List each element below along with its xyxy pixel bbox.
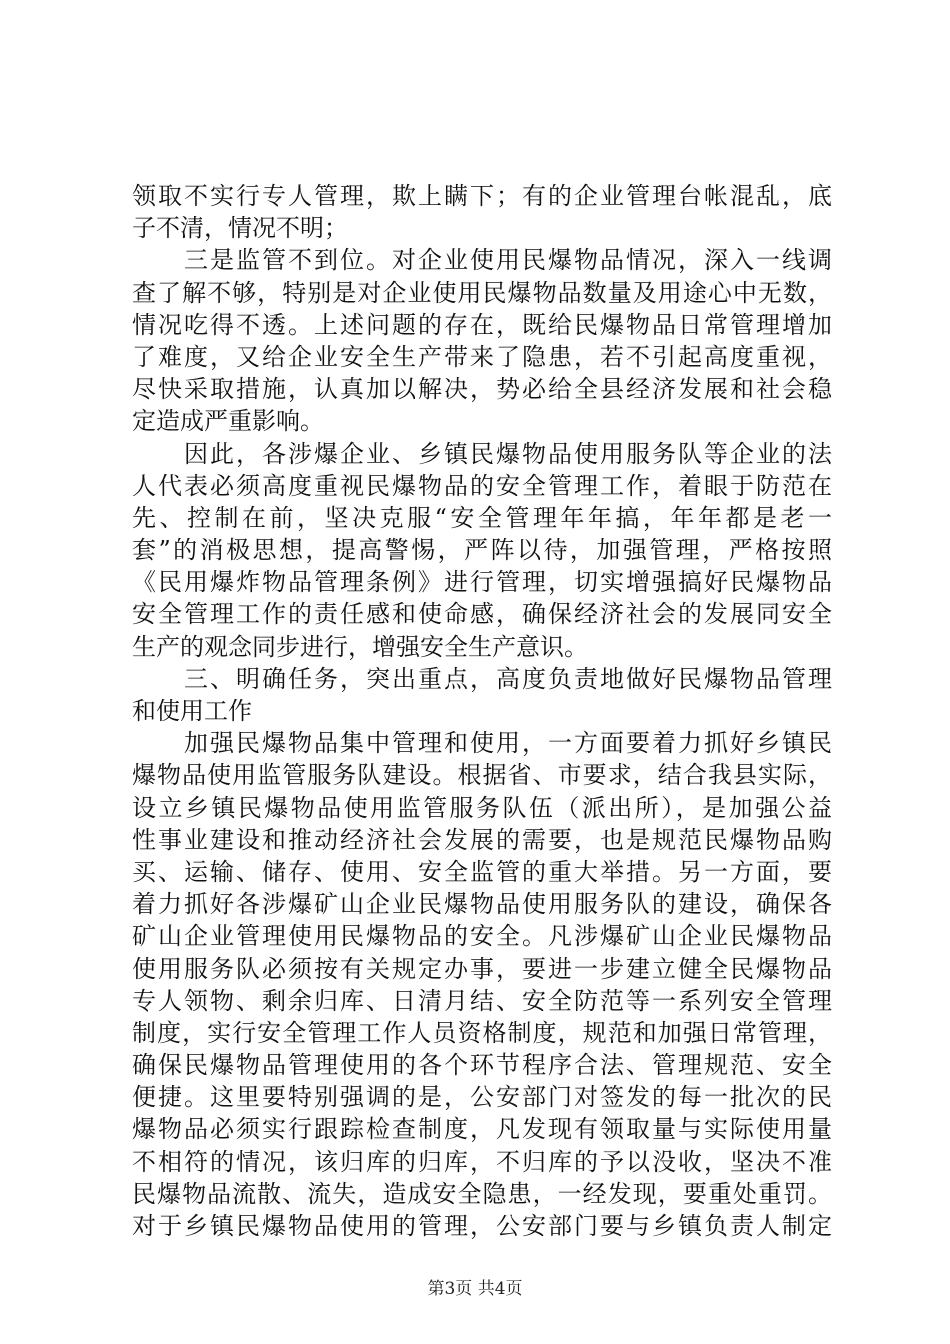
text-line: 不相符的情况，该归库的归库，不归库的予以没收，坚决不准 xyxy=(132,1147,832,1176)
text-line: 《民用爆炸物品管理条例》进行管理，切实增强搞好民爆物品 xyxy=(132,568,832,597)
text-line: 爆物品必须实行跟踪检查制度，凡发现有领取量与实际使用量 xyxy=(132,1115,832,1144)
text-line: 先、控制在前，坚决克服“安全管理年年搞，年年都是老一 xyxy=(132,503,832,532)
text-line: 三、明确任务，突出重点，高度负责地做好民爆物品管理 xyxy=(132,664,832,693)
text-line: 爆物品使用监管服务队建设。根据省、市要求，结合我县实际， xyxy=(132,761,832,790)
text-line: 使用服务队必须按有关规定办事，要进一步建立健全民爆物品 xyxy=(132,954,832,983)
text-line: 性事业建设和推动经济社会发展的需要，也是规范民爆物品购 xyxy=(132,825,832,854)
text-line: 着力抓好各涉爆矿山企业民爆物品使用服务队的建设，确保各 xyxy=(132,890,832,919)
text-line: 三是监管不到位。对企业使用民爆物品情况，深入一线调 xyxy=(132,246,832,275)
text-line: 安全管理工作的责任感和使命感，确保经济社会的发展同安全 xyxy=(132,600,832,629)
text-line: 因此，各涉爆企业、乡镇民爆物品使用服务队等企业的法 xyxy=(132,439,832,468)
text-line: 生产的观念同步进行，增强安全生产意识。 xyxy=(132,632,588,661)
text-line: 设立乡镇民爆物品使用监管服务队伍（派出所），是加强公益 xyxy=(132,793,832,822)
text-line: 矿山企业管理使用民爆物品的安全。凡涉爆矿山企业民爆物品 xyxy=(132,922,832,951)
text-line: 加强民爆物品集中管理和使用，一方面要着力抓好乡镇民 xyxy=(132,729,832,758)
text-line: 了难度，又给企业安全生产带来了隐患，若不引起高度重视， xyxy=(132,342,832,371)
text-line: 民爆物品流散、流失，造成安全隐患，一经发现，要重处重罚。 xyxy=(132,1179,832,1208)
text-line: 套”的消极思想，提高警惕，严阵以待，加强管理，严格按照 xyxy=(132,536,832,565)
text-line: 制度，实行安全管理工作人员资格制度，规范和加强日常管理， xyxy=(132,1018,832,1047)
page-footer: 第3页 共4页 xyxy=(427,1279,523,1299)
text-line: 领取不实行专人管理，欺上瞒下；有的企业管理台帐混乱，底 xyxy=(132,182,832,210)
text-line: 和使用工作 xyxy=(132,697,252,725)
text-line: 查了解不够，特别是对企业使用民爆物品数量及用途心中无数， xyxy=(132,278,832,307)
text-line: 定造成严重影响。 xyxy=(132,407,324,436)
text-line: 确保民爆物品管理使用的各个环节程序合法、管理规范、安全 xyxy=(132,1051,832,1080)
text-line: 人代表必须高度重视民爆物品的安全管理工作，着眼于防范在 xyxy=(132,471,832,500)
document-body xyxy=(132,180,832,1242)
text-line: 尽快采取措施，认真加以解决，势必给全县经济发展和社会稳 xyxy=(132,375,832,404)
text-line: 情况吃得不透。上述问题的存在，既给民爆物品日常管理增加 xyxy=(132,310,832,339)
text-line: 专人领物、剩余归库、日清月结、安全防范等一系列安全管理 xyxy=(132,986,832,1015)
text-line: 子不清，情况不明； xyxy=(132,214,348,243)
text-line: 对于乡镇民爆物品使用的管理，公安部门要与乡镇负责人制定 xyxy=(132,1212,832,1240)
text-line: 便捷。这里要特别强调的是，公安部门对签发的每一批次的民 xyxy=(132,1083,832,1112)
text-line: 买、运输、储存、使用、安全监管的重大举措。另一方面，要 xyxy=(132,857,832,886)
